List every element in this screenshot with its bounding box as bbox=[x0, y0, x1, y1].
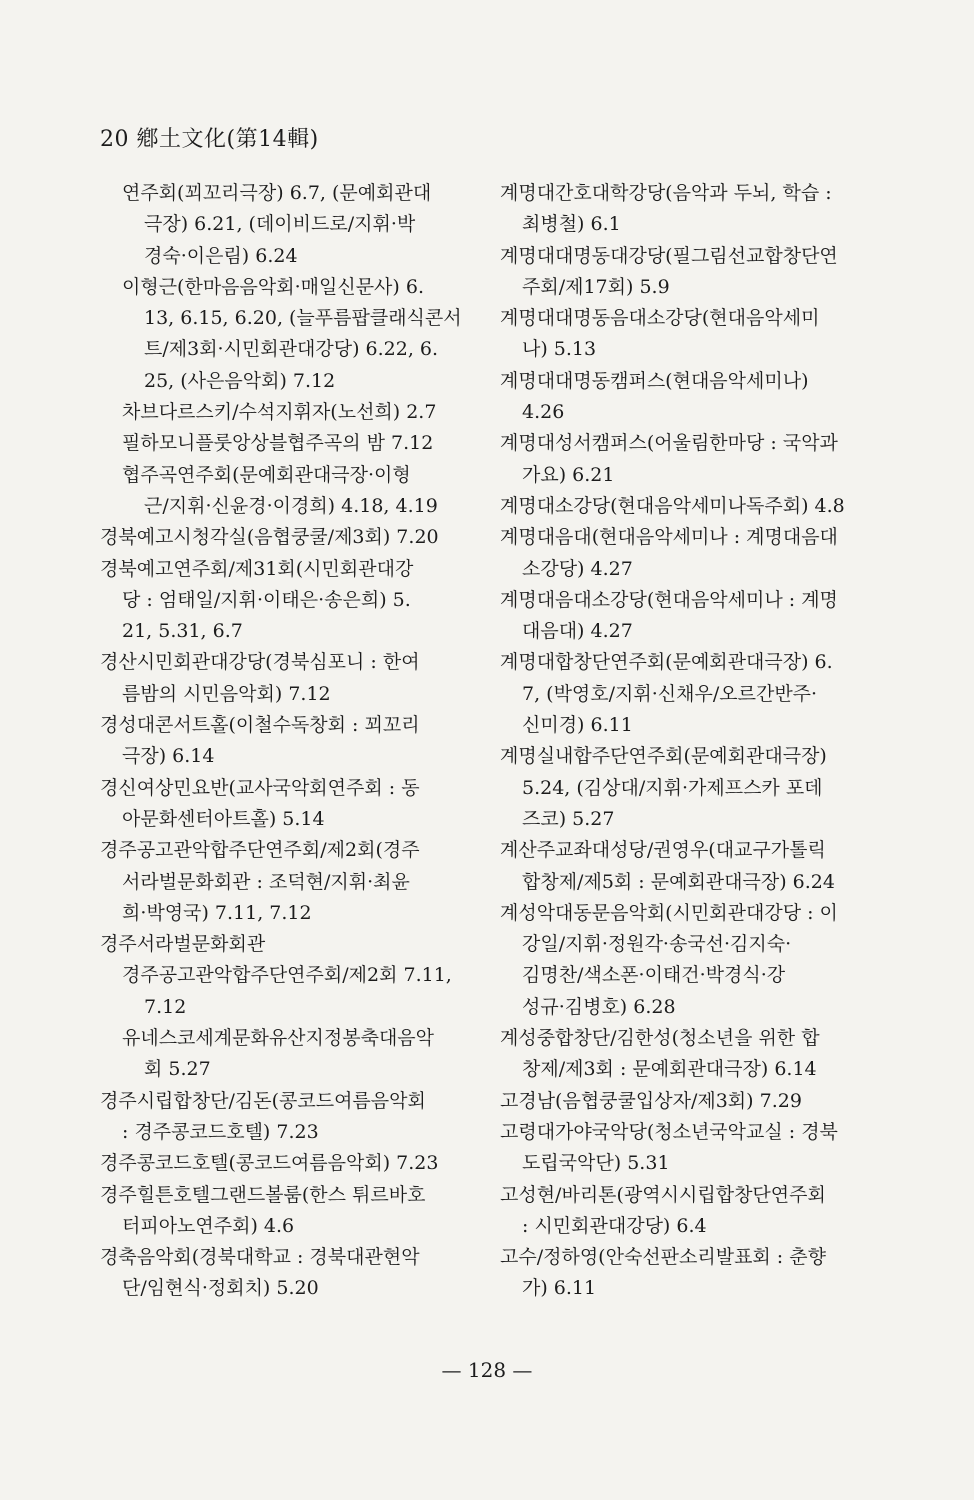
index-entry: 경주공고관악합주단연주회/제2회 7.11, 7.12 bbox=[122, 964, 452, 1018]
index-entry: 계성악대동문음악회(시민회관대강당 : 이 강일/지휘·정원각·송국선·김지숙· 김명찬/색소폰·이태건·박경식·강 성규·김병호) 6.28 bbox=[500, 901, 838, 1018]
index-entry: 차브다르스키/수석지휘자(노선희) 2.7 bbox=[122, 401, 437, 424]
index-entry: 경신여상민요반(교사국악회연주회 : 동 아문화센터아트홀) 5.14 bbox=[100, 776, 420, 830]
index-entry: 경주공고관악합주단연주회/제2회(경주 서라벌문화회관 : 조덕현/지휘·최윤 희·박영국) 7.11, 7.12 bbox=[100, 839, 420, 924]
index-entry: 계명대음대소강당(현대음악세미나 : 계명 대음대) 4.27 bbox=[500, 588, 838, 643]
index-entry: 계명대성서캠퍼스(어울림한마당 : 국악과 가요) 6.21 bbox=[500, 432, 838, 486]
index-entry: 경주서라벌문화회관 bbox=[100, 933, 266, 956]
index-entry: 필하모니플룻앙상블협주곡의 밤 7.12 bbox=[122, 432, 434, 455]
index-entry: 이형근(한마음음악회·매일신문사) 6. 13, 6.15, 6.20, (늘푸름팝클래식콘서 트/제3회·시민회관대강당) 6.22, 6. 25, (사은음악회) 7.12 bbox=[122, 275, 462, 392]
index-entry: 경주시립합창단/김돈(콩코드여름음악회 : 경주콩코드호텔) 7.23 bbox=[100, 1089, 426, 1143]
index-entry: 계명대합창단연주회(문예회관대극장) 6. 7, (박영호/지휘·신채우/오르간반주· 신미경) 6.11 bbox=[500, 651, 833, 737]
index-entry: 계명대음대(현대음악세미나 : 계명대음대 소강당) 4.27 bbox=[500, 526, 838, 580]
running-header: 20 鄕土文化(第14輯) bbox=[100, 127, 319, 152]
index-entry: 계명실내합주단연주회(문예회관대극장) 5.24, (김상대/지휘·가제프스카 포데 즈코) 5.27 bbox=[500, 745, 827, 830]
page-number: — 128 — bbox=[441, 1358, 533, 1382]
index-entry: 고경남(음협쿵쿨입상자/제3회) 7.29 bbox=[500, 1089, 802, 1112]
index-entry: 계명대대명동캠퍼스(현대음악세미나) 4.26 bbox=[500, 369, 809, 424]
index-entry: 계명대간호대학강당(음악과 두뇌, 학습 : 최병철) 6.1 bbox=[500, 182, 832, 236]
index-entry: 고령대가야국악당(청소년국악교실 : 경북 도립국악단) 5.31 bbox=[500, 1120, 838, 1175]
index-entry: 계명대소강당(현대음악세미나독주회) 4.8 bbox=[500, 494, 845, 517]
index-entry: 계명대대명동대강당(필그림선교합창단연 주회/제17회) 5.9 bbox=[500, 244, 838, 298]
index-entry: 연주회(꾀꼬리극장) 6.7, (문예회관대 극장) 6.21, (데이비드로/지휘·박 경숙·이은림) 6.24 bbox=[122, 182, 432, 267]
index-entry: 경산시민회관대강당(경북심포니 : 한여 름밤의 시민음악회) 7.12 bbox=[100, 651, 420, 705]
index-entry: 고성현/바리톤(광역시시립합창단연주회 : 시민회관대강당) 6.4 bbox=[500, 1183, 826, 1237]
index-entry: 계성중합창단/김한성(청소년을 위한 합 창제/제3회 : 문예회관대극장) 6.14 bbox=[500, 1027, 820, 1081]
index-entry: 유네스코세계문화유산지정봉축대음악 회 5.27 bbox=[122, 1027, 435, 1081]
index-entry: 경성대콘서트홀(이철수독창회 : 꾀꼬리 극장) 6.14 bbox=[100, 714, 420, 768]
index-entry: 경주콩코드호텔(콩코드여름음악회) 7.23 bbox=[100, 1152, 439, 1175]
index-entry: 경주힐튼호텔그랜드볼룸(한스 튀르바호 터피아노연주회) 4.6 bbox=[100, 1183, 426, 1237]
left-column bbox=[100, 178, 472, 1305]
index-entry: 계명대대명동음대소강당(현대음악세미 나) 5.13 bbox=[500, 307, 820, 361]
right-column bbox=[500, 178, 872, 1305]
index-entry: 경북예고연주회/제31회(시민회관대강 당 : 엄태일/지휘·이태은·송은희) 5. 21, 5.31, 6.7 bbox=[100, 557, 414, 643]
index-entry: 계산주교좌대성당/권영우(대교구가톨릭 합창제/제5회 : 문예회관대극장) 6.24 bbox=[500, 839, 835, 893]
index-entry: 경축음악회(경북대학교 : 경북대관현악 단/임현식·정회치) 5.20 bbox=[100, 1246, 420, 1300]
index-entry: 고수/정하영(안숙선판소리발표회 : 춘향 가) 6.11 bbox=[500, 1246, 826, 1300]
index-entry: 경북예고시청각실(음협쿵쿨/제3회) 7.20 bbox=[100, 526, 439, 549]
index-entry: 협주곡연주회(문예회관대극장·이형 근/지휘·신윤경·이경희) 4.18, 4.19 bbox=[122, 463, 438, 517]
